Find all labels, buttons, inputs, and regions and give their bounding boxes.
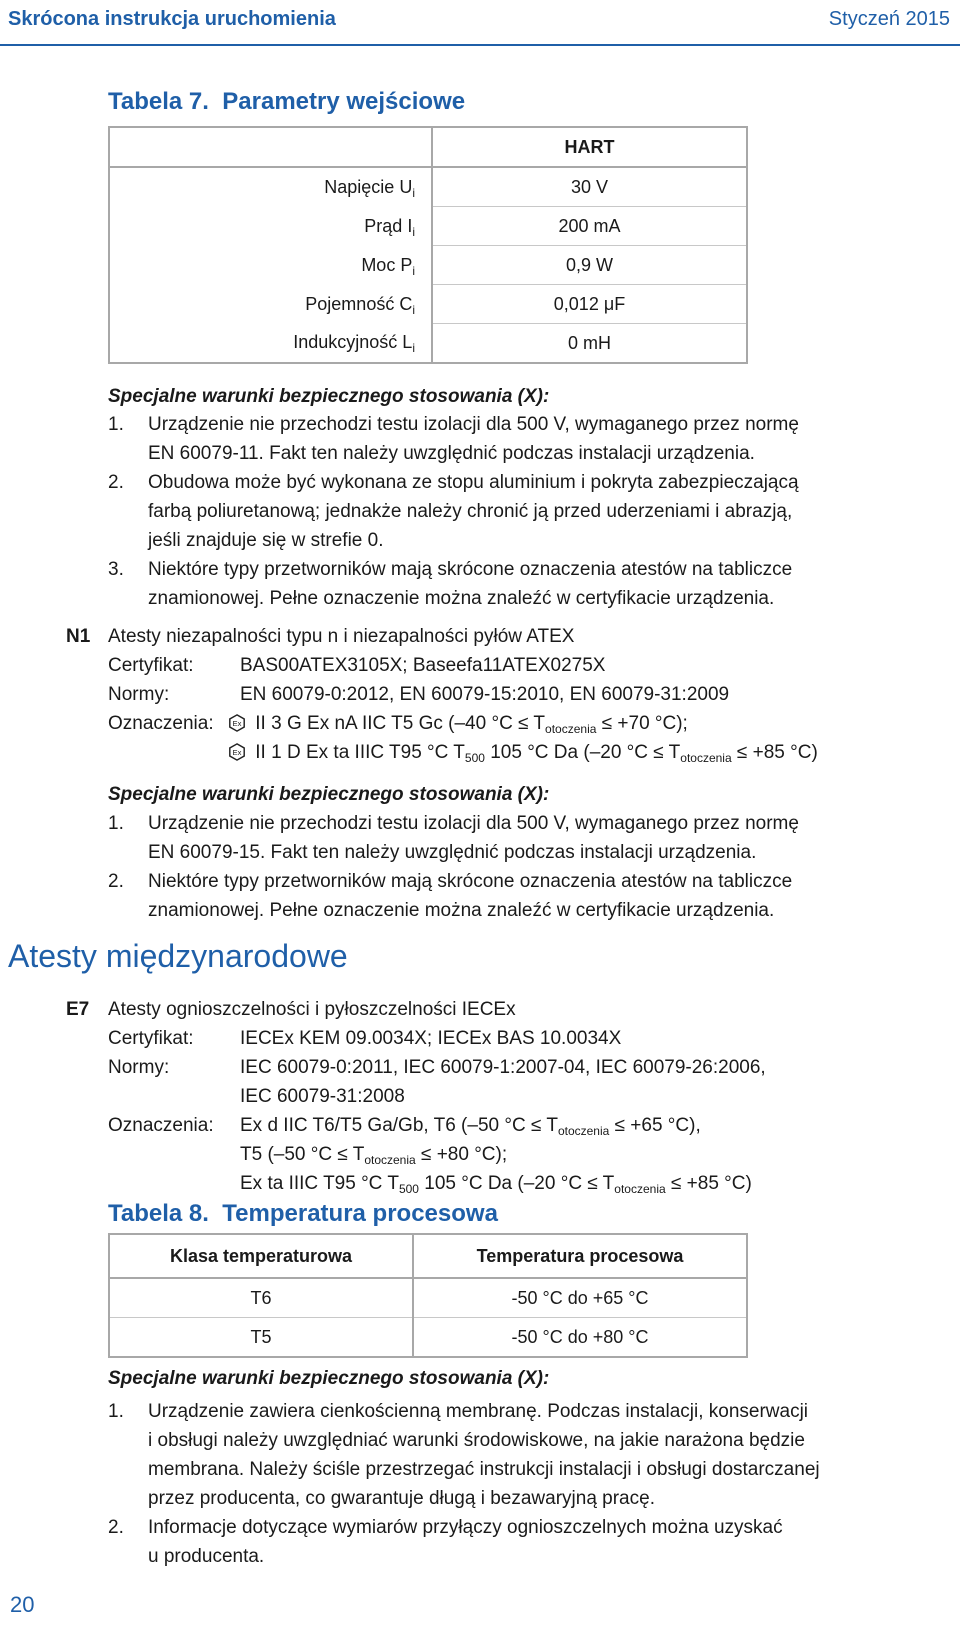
table7-name: Parametry wejściowe	[222, 88, 466, 115]
n1-norms-value: EN 60079-0:2012, EN 60079-15:2010, EN 60079-31:2009	[240, 684, 730, 705]
n1-marking-2: Ex II 1 D Ex ta IIIC T95 °C $T_{500}$ 105 °C Da (–20 $^\circ C \le T_{otoczenia} \le +85$ °C)	[228, 738, 818, 769]
document-date: Styczeń 2015	[828, 8, 950, 30]
page-number: 20	[10, 1592, 35, 1617]
special-conditions-heading: Specjalne warunki bezpiecznego stosowania (X):	[108, 386, 550, 407]
param-value: 0,9 W	[432, 246, 747, 285]
e7-marking-3: Ex ta IIIC T95 °C $T_{500}$ 105 °C Da (–20 $^\circ C \le T_{otoczenia} \le +85$ °C)	[240, 1173, 752, 1196]
special-conditions-heading: Specjalne warunki bezpiecznego stosowania (X):	[108, 784, 550, 805]
approval-code-e7: E7	[66, 999, 90, 1020]
n1-marking-label: Oznaczenia:	[108, 713, 214, 734]
n1-title: Atesty niezapalności typu n i niezapalności pyłów ATEX	[108, 626, 575, 647]
param-value: 200 mA	[432, 207, 747, 246]
param-label: Napięcie $U_i$	[109, 167, 432, 207]
table-row	[109, 167, 747, 207]
header-temperature-class: Klasa temperaturowa	[109, 1234, 413, 1278]
table-header-row	[109, 127, 747, 167]
table7-title	[108, 88, 465, 116]
document-title: Skrócona instrukcja uruchomienia	[8, 8, 336, 30]
e7-cert-value: IECEx KEM 09.0034X; IECEx BAS 10.0034X	[240, 1028, 622, 1049]
n1-norms-label: Normy:	[108, 684, 170, 705]
n1-cert-label: Certyfikat:	[108, 655, 194, 676]
param-value: 0 mH	[432, 324, 747, 364]
table8-name: Temperatura procesowa	[222, 1200, 498, 1227]
ex-hexagon-icon	[228, 743, 246, 761]
input-parameters-table	[108, 126, 748, 364]
table8-number: Tabela 8.	[108, 1200, 209, 1227]
special-conditions-heading: Specjalne warunki bezpiecznego stosowania (X):	[108, 1368, 550, 1389]
e7-norms-label: Normy:	[108, 1057, 170, 1078]
e7-cert-label: Certyfikat:	[108, 1028, 194, 1049]
table-row	[109, 207, 747, 246]
e7-marking-1: Ex d IIC T6/T5 Ga/Gb, T6 (–50 $^\circ C \le T_{otoczenia} \le +65$ °C),	[240, 1115, 701, 1138]
ex-hexagon-icon	[228, 714, 246, 732]
header-divider	[0, 44, 960, 46]
table-row	[109, 1278, 747, 1318]
process-temperature: -50 °C do +80 °C	[413, 1318, 747, 1358]
table7-number: Tabela 7.	[108, 88, 209, 115]
param-value: 0,012 μF	[432, 285, 747, 324]
header-process-temperature: Temperatura procesowa	[413, 1234, 747, 1278]
process-temperature-table	[108, 1233, 748, 1358]
n1-marking-1: Ex II 3 G Ex nA IIC T5 Gc (–40 $^\circ C \le T_{otoczenia} \le +70$ °C);	[228, 709, 688, 740]
table-header-row	[109, 1234, 747, 1278]
param-label: Pojemność $C_i$	[109, 285, 432, 324]
header-hart: HART	[432, 127, 747, 167]
param-value: 30 V	[432, 167, 747, 207]
section-heading: Atesty międzynarodowe	[8, 938, 348, 974]
table-row	[109, 1318, 747, 1358]
e7-norms-line1: IEC 60079-0:2011, IEC 60079-1:2007-04, IEC 60079-26:2006,	[240, 1057, 766, 1078]
e7-marking-label: Oznaczenia:	[108, 1115, 214, 1136]
e7-norms-line2: IEC 60079-31:2008	[240, 1086, 405, 1107]
svg-text:Ex: Ex	[232, 748, 242, 758]
n1-cert-value: BAS00ATEX3105X; Baseefa11ATEX0275X	[240, 655, 606, 676]
header-empty-cell	[109, 127, 432, 167]
table-row	[109, 285, 747, 324]
param-label: Prąd $I_i$	[109, 207, 432, 246]
process-temperature: -50 °C do +65 °C	[413, 1278, 747, 1318]
svg-text:Ex: Ex	[232, 719, 242, 729]
approval-code-n1: N1	[66, 626, 91, 647]
e7-title: Atesty ognioszczelności i pyłoszczelności IECEx	[108, 999, 516, 1020]
table-row	[109, 246, 747, 285]
param-label: Moc $P_i$	[109, 246, 432, 285]
temperature-class: T6	[109, 1278, 413, 1318]
table-row	[109, 324, 747, 364]
param-label: Indukcyjność $L_i$	[109, 324, 432, 364]
temperature-class: T5	[109, 1318, 413, 1358]
e7-marking-2: T5 (–50 $^\circ C \le T_{otoczenia} \le +80$ °C);	[240, 1144, 508, 1167]
table8-title	[108, 1200, 498, 1228]
